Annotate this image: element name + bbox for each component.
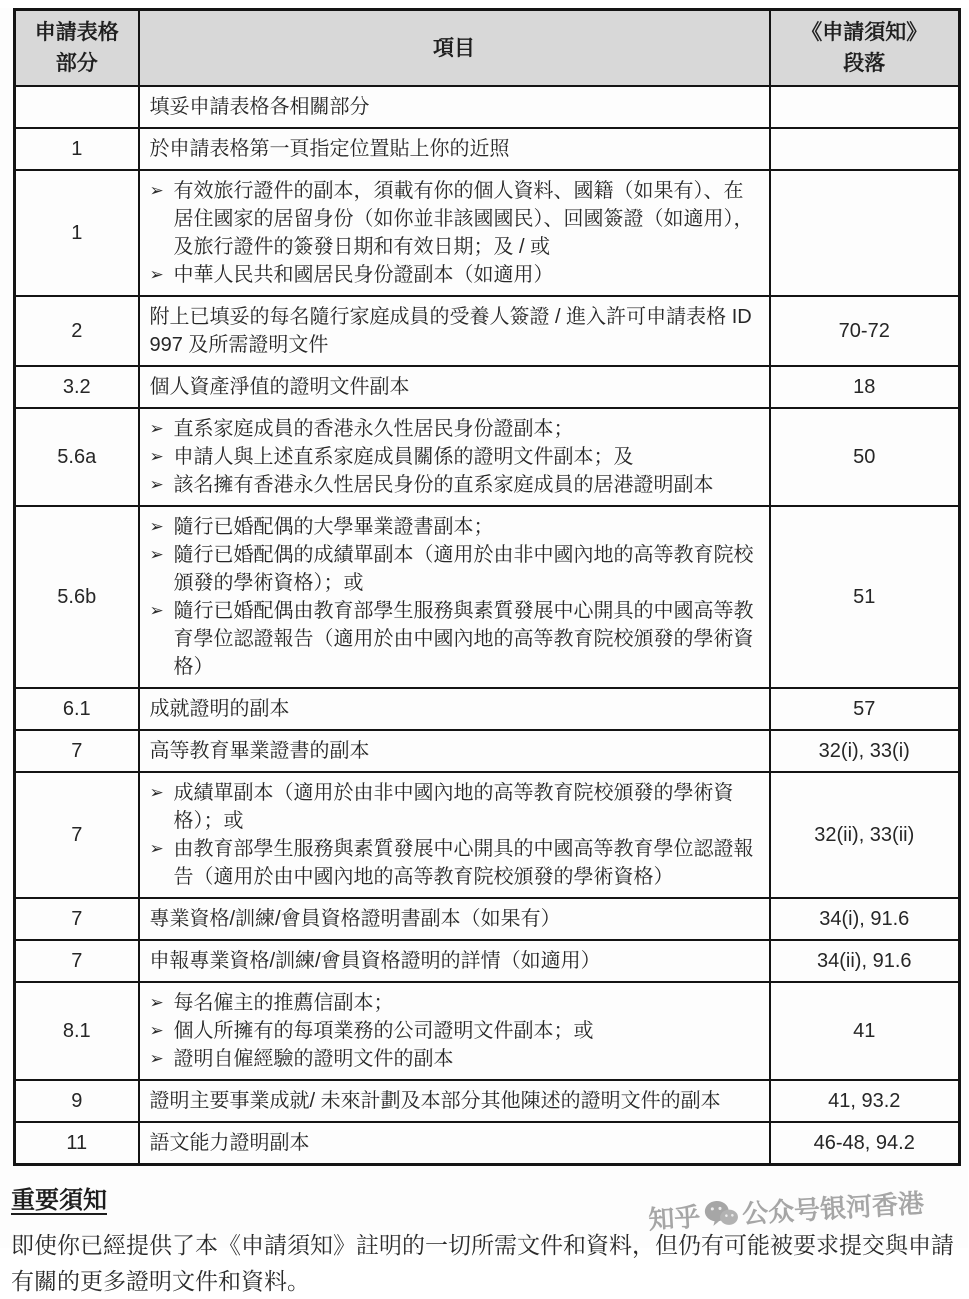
table-row	[15, 86, 960, 128]
table-row	[15, 506, 960, 688]
important-notes-section	[11, 1180, 957, 1299]
guide-paragraph-cell	[770, 86, 960, 128]
bullet-item	[150, 779, 759, 835]
guide-paragraph-cell: 46-48, 94.2	[770, 1122, 960, 1165]
bullet-item	[150, 261, 759, 289]
header-guide-paragraph	[770, 10, 960, 87]
header-form-section	[15, 10, 139, 87]
bullet-text: 個人所擁有的每項業務的公司證明文件副本；或	[173, 1020, 594, 1042]
item-cell: 填妥申請表格各相關部分	[139, 86, 770, 128]
item-cell: 個人資產淨值的證明文件副本	[139, 366, 770, 408]
item-cell	[139, 170, 770, 296]
form-section-cell: 1	[15, 128, 139, 170]
guide-paragraph-cell	[770, 170, 960, 296]
form-section-cell: 7	[15, 940, 139, 982]
item-cell: 語文能力證明副本	[139, 1122, 770, 1165]
guide-paragraph-cell	[770, 128, 960, 170]
arrow-bullet-icon: ➢	[149, 265, 164, 284]
header-item: 項目	[139, 10, 770, 87]
arrow-bullet-icon: ➢	[149, 517, 164, 536]
arrow-bullet-icon: ➢	[149, 601, 164, 620]
item-cell	[139, 408, 770, 506]
table-row	[15, 1080, 960, 1122]
bullet-item	[150, 415, 759, 443]
table-header-row	[15, 10, 960, 87]
arrow-bullet-icon: ➢	[149, 783, 164, 802]
table-row	[15, 940, 960, 982]
header-guide-paragraph-line1: 《申請須知》	[801, 21, 928, 44]
item-cell: 申報專業資格/訓練/會員資格證明的詳情（如適用）	[139, 940, 770, 982]
bullet-text: 成績單副本（適用於由非中國內地的高等教育院校頒發的學術資格）；或	[173, 782, 734, 832]
arrow-bullet-icon: ➢	[149, 839, 164, 858]
arrow-bullet-icon: ➢	[149, 475, 164, 494]
guide-paragraph-cell: 34(i), 91.6	[770, 898, 960, 940]
bullet-item	[150, 443, 759, 471]
arrow-bullet-icon: ➢	[149, 1021, 164, 1040]
bullet-text: 有效旅行證件的副本，須載有你的個人資料、國籍（如果有）、在居住國家的居留身份（如你並非該國國民）、回國簽證（如適用），及旅行證件的簽發日期和有效日期；及 / 或	[173, 180, 754, 258]
bullet-text: 直系家庭成員的香港永久性居民身份證副本；	[173, 418, 574, 440]
item-cell: 高等教育畢業證書的副本	[139, 730, 770, 772]
arrow-bullet-icon: ➢	[149, 993, 164, 1012]
bullet-item	[150, 989, 759, 1017]
guide-paragraph-cell: 32(ii), 33(ii)	[770, 772, 960, 898]
arrow-bullet-icon: ➢	[149, 447, 164, 466]
form-section-cell: 5.6b	[15, 506, 139, 688]
important-notes-heading: 重要須知	[11, 1187, 107, 1214]
bullet-item	[150, 471, 759, 499]
table-row	[15, 982, 960, 1080]
guide-paragraph-cell: 57	[770, 688, 960, 730]
header-form-section-line2: 部分	[55, 52, 98, 75]
guide-paragraph-cell: 18	[770, 366, 960, 408]
application-documents-table	[13, 8, 961, 1166]
table-row	[15, 128, 960, 170]
item-cell: 成就證明的副本	[139, 688, 770, 730]
document-page	[0, 8, 968, 1294]
form-section-cell: 1	[15, 170, 139, 296]
guide-paragraph-cell: 41, 93.2	[770, 1080, 960, 1122]
guide-paragraph-cell: 34(ii), 91.6	[770, 940, 960, 982]
form-section-cell: 7	[15, 730, 139, 772]
guide-paragraph-cell: 50	[770, 408, 960, 506]
table-row	[15, 366, 960, 408]
bullet-item	[150, 513, 759, 541]
bullet-item	[150, 835, 759, 891]
table-row	[15, 170, 960, 296]
bullet-text: 每名僱主的推薦信副本；	[173, 992, 394, 1014]
table-row	[15, 408, 960, 506]
watermark-text-right: 公众号银河香港	[741, 1187, 925, 1229]
form-section-cell	[15, 86, 139, 128]
table-row	[15, 730, 960, 772]
important-notes-body: 即使你已經提供了本《申請須知》註明的一切所需文件和資料，但仍有可能被要求提交與申請有關的更多證明文件和資料。	[11, 1232, 954, 1294]
table-row	[15, 296, 960, 366]
guide-paragraph-cell: 70-72	[770, 296, 960, 366]
header-guide-paragraph-line2: 段落	[843, 52, 886, 75]
item-cell: 附上已填妥的每名隨行家庭成員的受養人簽證 / 進入許可申請表格 ID 997 及所需證明文件	[139, 296, 770, 366]
arrow-bullet-icon: ➢	[149, 181, 164, 200]
table-row	[15, 1122, 960, 1165]
bullet-text: 該名擁有香港永久性居民身份的直系家庭成員的居港證明副本	[173, 474, 714, 496]
watermark-text-left: 知乎	[647, 1201, 702, 1235]
item-cell: 於申請表格第一頁指定位置貼上你的近照	[139, 128, 770, 170]
form-section-cell: 8.1	[15, 982, 139, 1080]
bullet-text: 由教育部學生服務與素質發展中心開具的中國高等教育學位認證報告（適用於由中國內地的高等教育院校頒發的學術資格）	[173, 838, 754, 888]
form-section-cell: 7	[15, 772, 139, 898]
form-section-cell: 5.6a	[15, 408, 139, 506]
bullet-text: 隨行已婚配偶的成績單副本（適用於由非中國內地的高等教育院校頒發的學術資格）；或	[173, 544, 754, 594]
table-row	[15, 898, 960, 940]
guide-paragraph-cell: 32(i), 33(i)	[770, 730, 960, 772]
bullet-text: 隨行已婚配偶由教育部學生服務與素質發展中心開具的中國高等教育學位認證報告（適用於由中國內地的高等教育院校頒發的學術資格）	[173, 600, 754, 678]
form-section-cell: 7	[15, 898, 139, 940]
bullet-text: 隨行已婚配偶的大學畢業證書副本；	[173, 516, 494, 538]
header-form-section-line1: 申請表格	[34, 21, 119, 44]
bullet-item	[150, 597, 759, 681]
bullet-text: 證明自僱經驗的證明文件的副本	[173, 1048, 454, 1070]
arrow-bullet-icon: ➢	[149, 1049, 164, 1068]
bullet-text: 申請人與上述直系家庭成員關係的證明文件副本；及	[173, 446, 634, 468]
item-cell	[139, 506, 770, 688]
bullet-item	[150, 1045, 759, 1073]
bullet-item	[150, 541, 759, 597]
table-row	[15, 772, 960, 898]
arrow-bullet-icon: ➢	[149, 545, 164, 564]
item-cell	[139, 772, 770, 898]
form-section-cell: 3.2	[15, 366, 139, 408]
form-section-cell: 11	[15, 1122, 139, 1165]
guide-paragraph-cell: 51	[770, 506, 960, 688]
item-cell	[139, 982, 770, 1080]
form-section-cell: 9	[15, 1080, 139, 1122]
arrow-bullet-icon: ➢	[149, 419, 164, 438]
bullet-item	[150, 177, 759, 261]
guide-paragraph-cell: 41	[770, 982, 960, 1080]
bullet-text: 中華人民共和國居民身份證副本（如適用）	[173, 264, 554, 286]
form-section-cell: 6.1	[15, 688, 139, 730]
table-row	[15, 688, 960, 730]
item-cell: 專業資格/訓練/會員資格證明書副本（如果有）	[139, 898, 770, 940]
form-section-cell: 2	[15, 296, 139, 366]
bullet-item	[150, 1017, 759, 1045]
item-cell: 證明主要事業成就/ 未來計劃及本部分其他陳述的證明文件的副本	[139, 1080, 770, 1122]
